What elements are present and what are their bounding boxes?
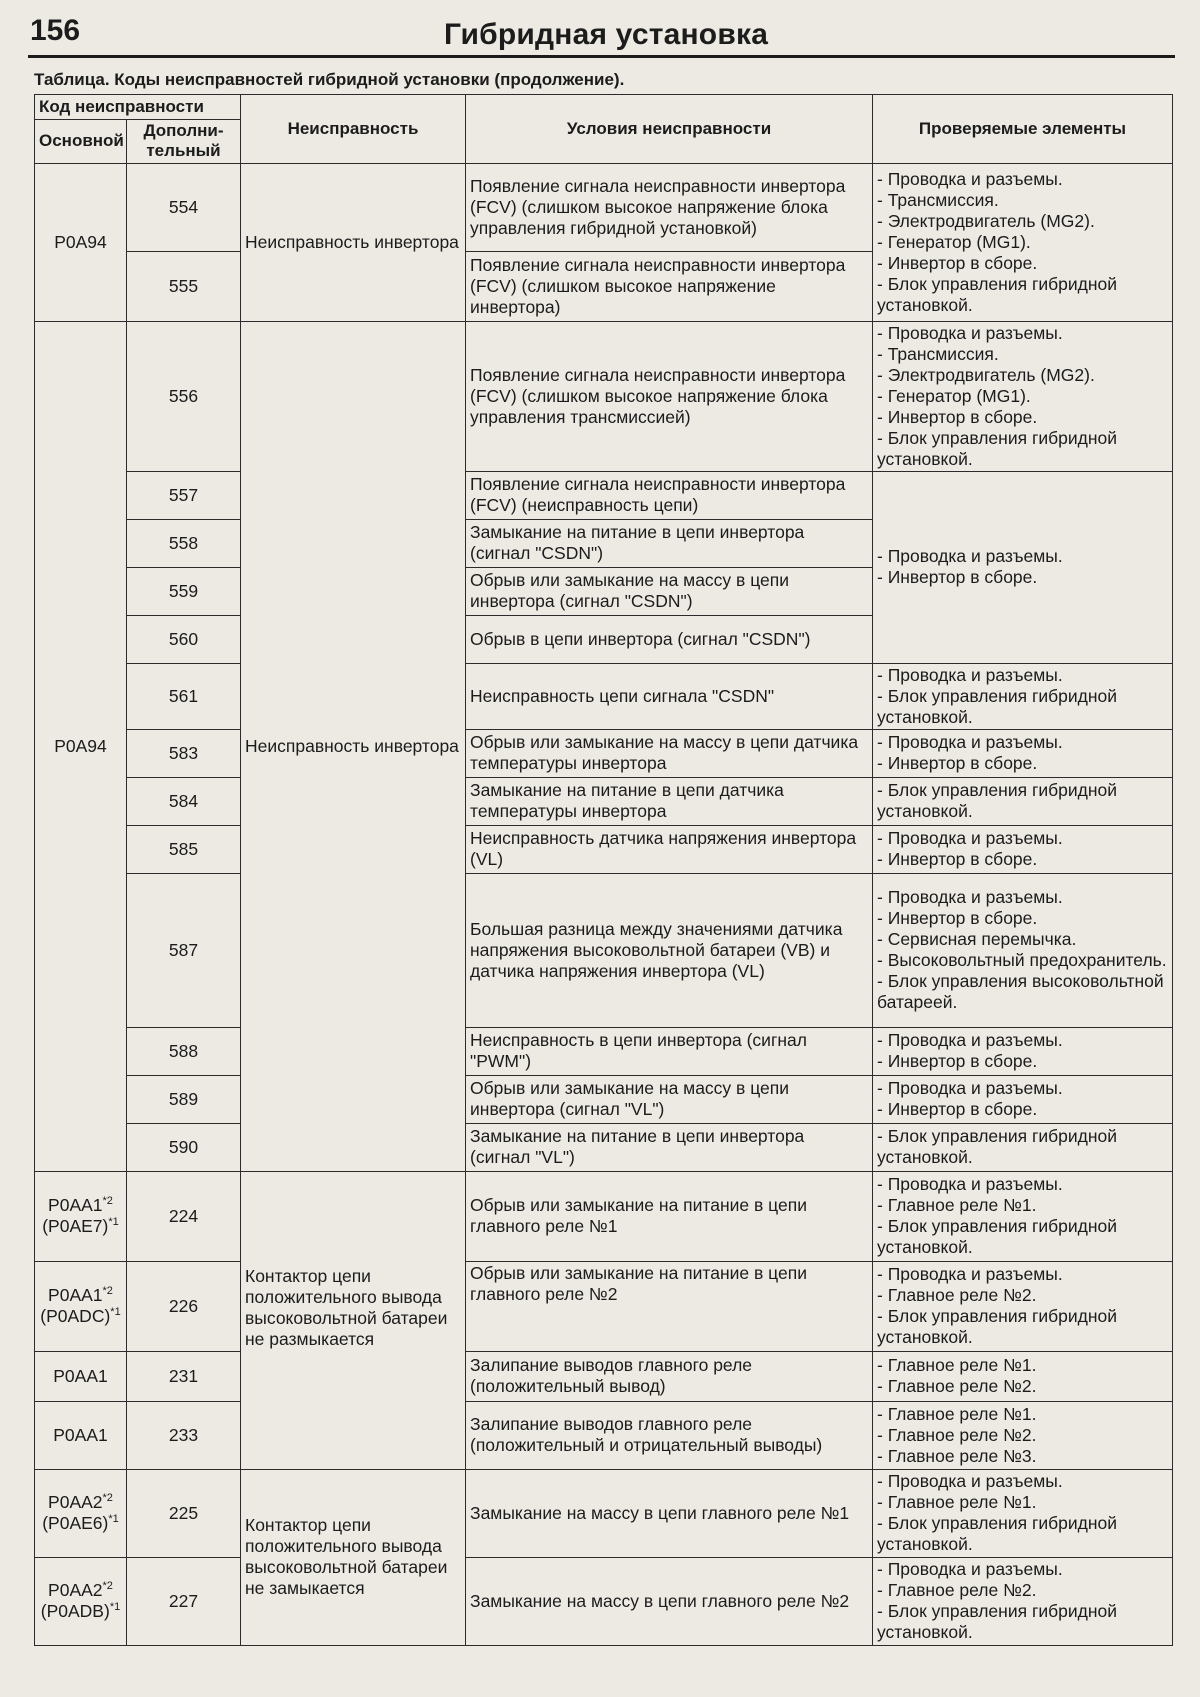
fault-condition: Замыкание на питание в цепи инвертора (сигнал "VL") [466,1123,873,1171]
additional-code: 585 [127,825,241,873]
main-code-p0aa1: P0AA1 [35,1401,127,1469]
checked-items: - Блок управления гибридной установкой. [873,1123,1173,1171]
additional-code: 227 [127,1557,241,1645]
header-fault: Неисправность [241,95,466,164]
additional-code: 561 [127,663,241,729]
header-code-group: Код неисправности [35,95,241,120]
checked-items: - Проводка и разъемы. - Главное реле №2. - Блок управления гибридной установкой. [873,1557,1173,1645]
additional-code: 231 [127,1351,241,1401]
fault-description: Контактор цепи положительного вывода высоковольтной батареи не замыкается [241,1469,466,1645]
checked-items: - Проводка и разъемы. - Инвертор в сборе. [873,471,1173,663]
main-code-p0aa2: P0AA2$^{*2}$ $(P0AE6)^{*1}$ [35,1469,127,1557]
checked-items: - Проводка и разъемы. - Главное реле №1. - Блок управления гибридной установкой. [873,1171,1173,1261]
checked-items: - Блок управления гибридной установкой. [873,777,1173,825]
additional-code: 584 [127,777,241,825]
main-code-p0a94: P0A94 [35,321,127,1171]
checked-items: - Проводка и разъемы. - Инвертор в сборе. [873,825,1173,873]
fault-codes-table [34,94,1173,1646]
fault-condition: Обрыв или замыкание на массу в цепи датчика температуры инвертора [466,729,873,777]
additional-code: 225 [127,1469,241,1557]
fault-description: Неисправность инвертора [241,163,466,321]
fault-condition: Обрыв или замыкание на питание в цепи главного реле №2 [466,1261,873,1351]
checked-items: - Проводка и разъемы. - Трансмиссия. - Электродвигатель (MG2). - Генератор (MG1). - Инвертор в сборе. - Блок управления гибридной установкой. [873,321,1173,471]
checked-items: - Главное реле №1. - Главное реле №2. - Главное реле №3. [873,1401,1173,1469]
fault-condition: Неисправность цепи сигнала "CSDN" [466,663,873,729]
additional-code: 588 [127,1027,241,1075]
additional-code: 590 [127,1123,241,1171]
checked-items: - Проводка и разъемы. - Главное реле №1. - Блок управления гибридной установкой. [873,1469,1173,1557]
checked-items: - Проводка и разъемы. - Инвертор в сборе. [873,1075,1173,1123]
checked-items: - Главное реле №1. - Главное реле №2. [873,1351,1173,1401]
checked-items: - Проводка и разъемы. - Трансмиссия. - Электродвигатель (MG2). - Генератор (MG1). - Инвертор в сборе. - Блок управления гибридной установкой. [873,163,1173,321]
page-title: Гибридная установка [444,18,769,51]
checked-items: - Проводка и разъемы. - Инвертор в сборе. - Сервисная перемычка. - Высоковольтный предохранитель. - Блок управления высоковольтной батареей. [873,873,1173,1027]
main-code-p0aa1: P0AA1$^{*2}$ $(P0ADC)^{*1}$ [35,1261,127,1351]
fault-condition: Появление сигнала неисправности инвертора (FCV) (неисправность цепи) [466,471,873,519]
header-main: Основной [35,120,127,164]
additional-code: 560 [127,615,241,663]
main-code-p0aa1: P0AA1$^{*2}$ $(P0AE7)^{*1}$ [35,1171,127,1261]
additional-code: 583 [127,729,241,777]
fault-condition: Залипание выводов главного реле (положительный и отрицательный выводы) [466,1401,873,1469]
fault-condition: Замыкание на массу в цепи главного реле №2 [466,1557,873,1645]
additional-code: 554 [127,163,241,251]
fault-condition: Большая разница между значениями датчика напряжения высоковольтной батареи (VB) и датчика напряжения инвертора (VL) [466,873,873,1027]
fault-condition: Залипание выводов главного реле (положительный вывод) [466,1351,873,1401]
fault-condition: Появление сигнала неисправности инвертора (FCV) (слишком высокое напряжение инвертора) [466,251,873,321]
fault-condition: Обрыв или замыкание на питание в цепи главного реле №1 [466,1171,873,1261]
fault-condition: Неисправность в цепи инвертора (сигнал "PWM") [466,1027,873,1075]
fault-description: Неисправность инвертора [241,321,466,1171]
checked-items: - Проводка и разъемы. - Главное реле №2. - Блок управления гибридной установкой. [873,1261,1173,1351]
additional-code: 557 [127,471,241,519]
additional-code: 224 [127,1171,241,1261]
additional-code: 587 [127,873,241,1027]
additional-code: 556 [127,321,241,471]
checked-items: - Проводка и разъемы. - Инвертор в сборе. [873,1027,1173,1075]
fault-condition: Обрыв или замыкание на массу в цепи инвертора (сигнал "VL") [466,1075,873,1123]
fault-condition: Замыкание на питание в цепи датчика температуры инвертора [466,777,873,825]
fault-condition: Появление сигнала неисправности инвертора (FCV) (слишком высокое напряжение блока управления гибридной установкой) [466,163,873,251]
header-checks: Проверяемые элементы [873,95,1173,164]
fault-condition: Обрыв или замыкание на массу в цепи инвертора (сигнал "CSDN") [466,567,873,615]
header-conditions: Условия неисправности [466,95,873,164]
page-number: 156 [30,14,81,47]
additional-code: 555 [127,251,241,321]
checked-items: - Проводка и разъемы. - Блок управления гибридной установкой. [873,663,1173,729]
header-divider [28,55,1175,58]
fault-condition: Замыкание на массу в цепи главного реле №1 [466,1469,873,1557]
main-code-p0a94: P0A94 [35,163,127,321]
checked-items: - Проводка и разъемы. - Инвертор в сборе. [873,729,1173,777]
fault-description: Контактор цепи положительного вывода высоковольтной батареи не размыкается [241,1171,466,1469]
fault-condition: Появление сигнала неисправности инвертора (FCV) (слишком высокое напряжение блока управления трансмиссией) [466,321,873,471]
main-code-p0aa1: P0AA1 [35,1351,127,1401]
additional-code: 559 [127,567,241,615]
additional-code: 589 [127,1075,241,1123]
main-code-p0aa2: P0AA2$^{*2}$ $(P0ADB)^{*1}$ [35,1557,127,1645]
additional-code: 558 [127,519,241,567]
additional-code: 226 [127,1261,241,1351]
fault-condition: Обрыв в цепи инвертора (сигнал "CSDN") [466,615,873,663]
table-caption: Таблица. Коды неисправностей гибридной установки (продолжение). [34,70,625,89]
fault-condition: Неисправность датчика напряжения инвертора (VL) [466,825,873,873]
additional-code: 233 [127,1401,241,1469]
header-additional: Дополни- тельный [127,120,241,164]
page-header [0,0,1200,58]
fault-condition: Замыкание на питание в цепи инвертора (сигнал "CSDN") [466,519,873,567]
